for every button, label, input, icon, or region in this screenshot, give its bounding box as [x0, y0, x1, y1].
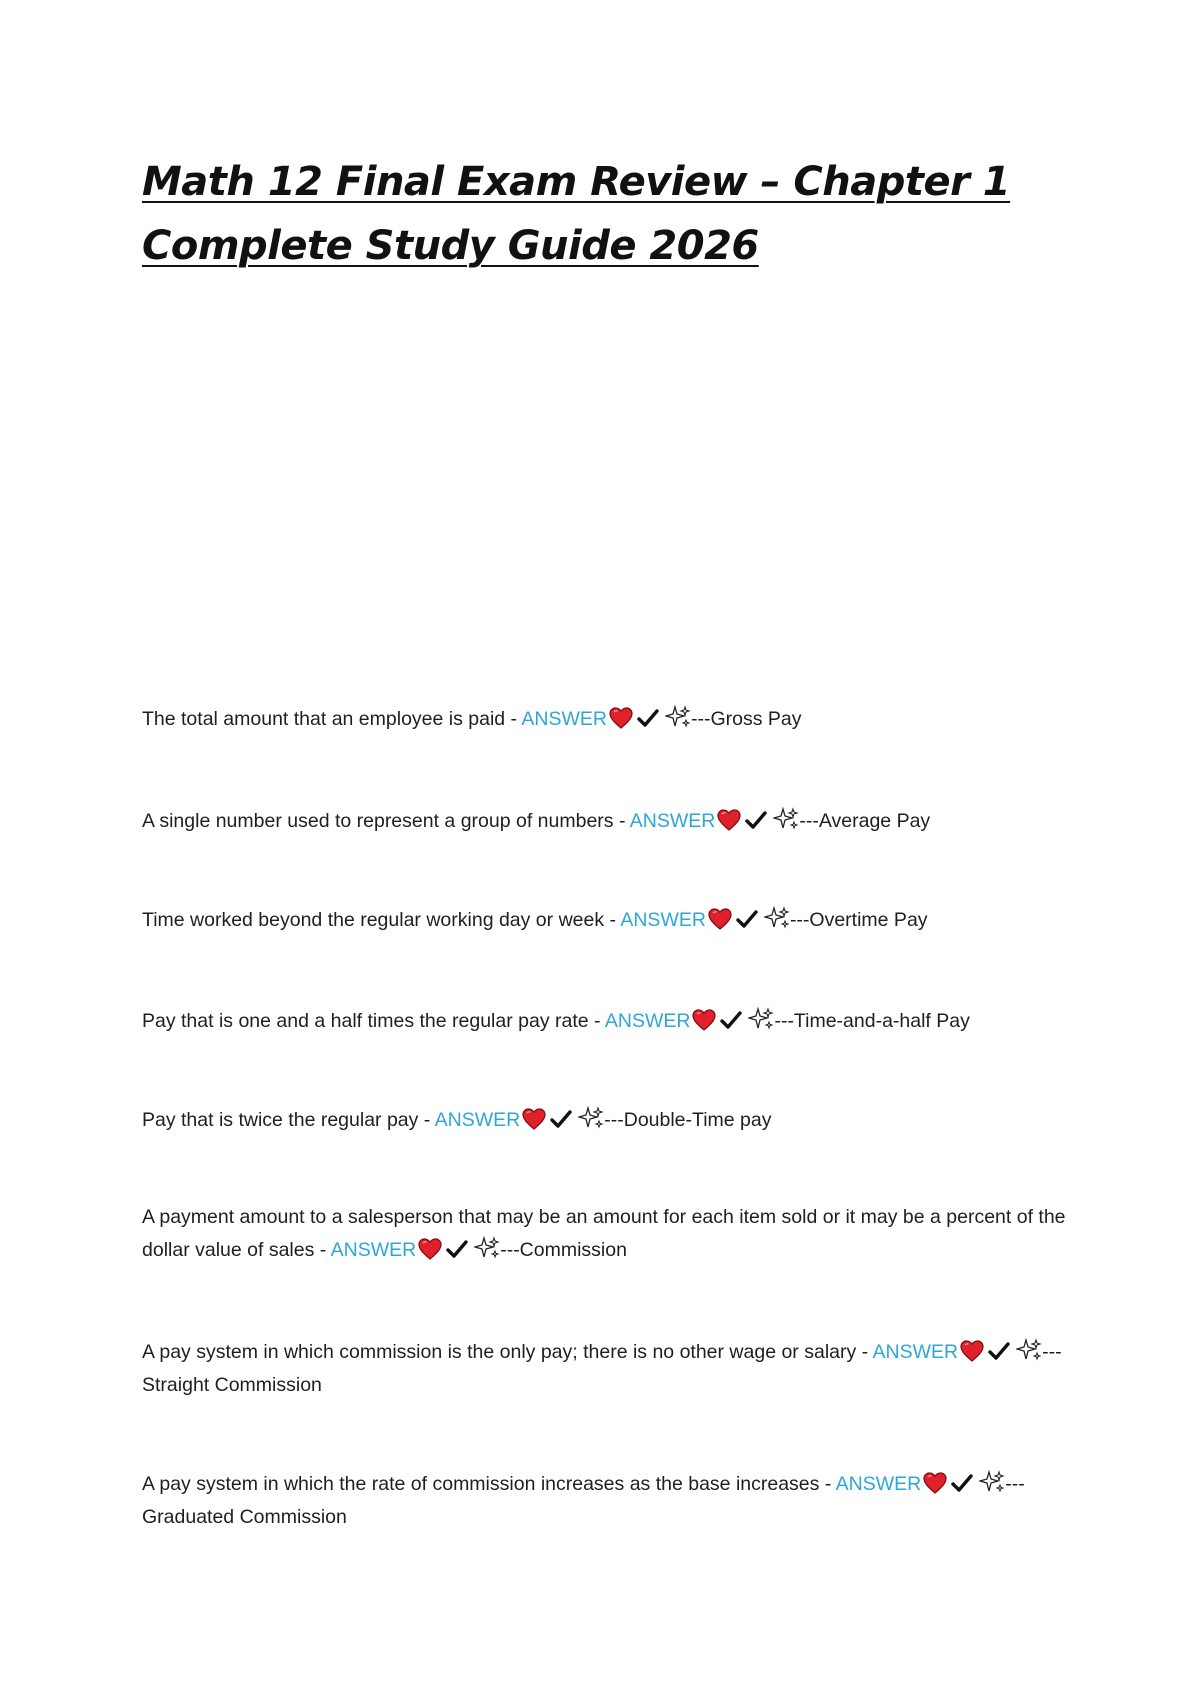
qa-item: [142, 1336, 1072, 1402]
answer-label: ANSWER: [604, 1009, 691, 1032]
question-text: Time worked beyond the regular working day or week -: [142, 908, 621, 931]
sparkle-icon: [748, 1007, 774, 1031]
qa-item: [142, 904, 1072, 937]
answer-text: ---Straight Commission: [142, 1340, 1062, 1396]
answer-label: ANSWER: [434, 1108, 521, 1131]
check-icon: [446, 1239, 468, 1259]
answer-text: ---Overtime Pay: [789, 908, 928, 931]
sparkle-icon: [1016, 1338, 1042, 1362]
answer-label: ANSWER: [835, 1472, 922, 1495]
qa-item: [142, 1468, 1072, 1534]
heart-icon: [708, 908, 732, 930]
answer-text: ---Time-and-a-half Pay: [774, 1009, 970, 1032]
answer-label: ANSWER: [521, 707, 607, 730]
answer-label: ANSWER: [330, 1238, 417, 1261]
answer-label: ANSWER: [620, 908, 706, 931]
heart-icon: [522, 1108, 546, 1130]
check-icon: [988, 1341, 1010, 1361]
answer-text: ---Gross Pay: [691, 707, 802, 730]
heart-icon: [923, 1472, 947, 1494]
question-text: The total amount that an employee is paid -: [142, 707, 522, 730]
answer-text: ---Double-Time pay: [604, 1108, 772, 1131]
sparkle-icon: [979, 1470, 1005, 1494]
question-text: Pay that is twice the regular pay -: [142, 1108, 435, 1131]
check-icon: [745, 810, 767, 830]
qa-item: [142, 1005, 1072, 1038]
check-icon: [951, 1473, 973, 1493]
heart-icon: [692, 1009, 716, 1031]
question-text: A payment amount to a salesperson that may be an amount for each item sold or it may be a percent of the dollar value of sales -: [142, 1205, 1066, 1261]
check-icon: [550, 1109, 572, 1129]
sparkle-icon: [578, 1106, 604, 1130]
sparkle-icon: [773, 807, 799, 831]
answer-text: ---Commission: [500, 1238, 627, 1261]
heart-icon: [609, 707, 633, 729]
answer-label: ANSWER: [872, 1340, 959, 1363]
answer-label: ANSWER: [629, 809, 716, 832]
check-icon: [736, 909, 758, 929]
check-icon: [637, 708, 659, 728]
qa-item: [142, 1201, 1072, 1267]
qa-item: [142, 703, 1072, 736]
document-title: Math 12 Final Exam Review – Chapter 1 Complete Study Guide 2026: [142, 159, 1011, 269]
check-icon: [720, 1010, 742, 1030]
sparkle-icon: [764, 906, 790, 930]
qa-item: [142, 1104, 1072, 1137]
answer-text: ---Graduated Commission: [142, 1472, 1025, 1528]
heart-icon: [960, 1340, 984, 1362]
question-text: Pay that is one and a half times the regular pay rate -: [142, 1009, 605, 1032]
qa-item: [142, 805, 1072, 838]
heart-icon: [418, 1238, 442, 1260]
sparkle-icon: [474, 1236, 500, 1260]
answer-text: ---Average Pay: [799, 809, 931, 832]
question-text: A pay system in which commission is the only pay; there is no other wage or salary -: [142, 1340, 873, 1363]
question-text: A single number used to represent a group of numbers -: [142, 809, 630, 832]
sparkle-icon: [665, 705, 691, 729]
heart-icon: [717, 809, 741, 831]
question-text: A pay system in which the rate of commission increases as the base increases -: [142, 1472, 836, 1495]
